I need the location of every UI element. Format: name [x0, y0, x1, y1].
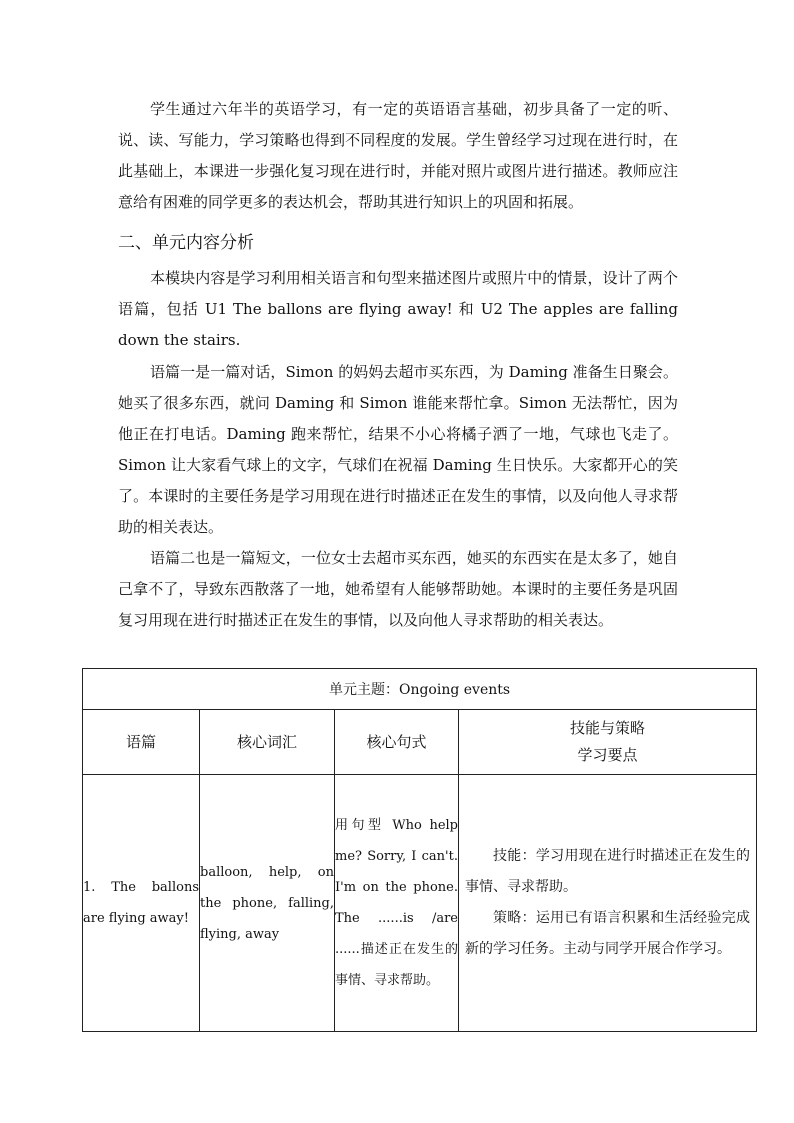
- module-content-paragraph: 本模块内容是学习利用相关语言和句型来描述图片或照片中的情景，设计了两个语篇，包括 U1 The ballons are flying away! 和 U2 The apples are falling down the stairs.: [118, 269, 678, 349]
- header-core-vocab: 核心词汇: [200, 710, 335, 775]
- cell-sentence-pattern: 用句型 Who help me? Sorry, I can't. I'm on the phone. The ......is /are ......描述正在发生的事情、寻求帮助。: [335, 775, 459, 1032]
- cell-skills: [459, 775, 757, 1032]
- header-text: 语篇: [83, 710, 200, 775]
- header-skills-strategies: [459, 710, 757, 775]
- skill-text: 技能：学习用现在进行时描述正在发生的事情、寻求帮助。: [465, 848, 751, 895]
- cell-text-title: 1. The ballons are flying away!: [83, 775, 200, 1032]
- header-skills-line2: 学习要点: [577, 746, 638, 764]
- unit-analysis-table: [82, 668, 757, 1032]
- header-core-sentence: 核心句式: [335, 710, 459, 775]
- text-two-paragraph: 语篇二也是一篇短文，一位女士去超市买东西，她买的东西实在是太多了，她自己拿不了，导致东西散落了一地，她希望有人能够帮助她。本课时的主要任务是巩固复习用现在进行时描述正在发生的事情，以及向他人寻求帮助的相关表达。: [118, 549, 678, 629]
- section-heading-unit-content-analysis: 二、单元内容分析: [118, 233, 254, 253]
- text-one-paragraph: 语篇一是一篇对话，Simon 的妈妈去超市买东西，为 Daming 准备生日聚会。她买了很多东西，就问 Daming 和 Simon 谁能来帮忙拿。Simon 无法帮忙，因为他正在打电话。Daming 跑来帮忙，结果不小心将橘子洒了一地，气球也飞走了。Simon 让大家看气球上的文字，气球们在祝福 Daming 生日快乐。大家都开心的笑了。本课时的主要任务是学习用现在进行时描述正在发生的事情，以及向他人寻求帮助的相关表达。: [118, 363, 678, 536]
- header-skills-line1: 技能与策略: [570, 719, 646, 737]
- unit-theme-title: 单元主题：Ongoing events: [83, 669, 757, 710]
- student-analysis-paragraph: 学生通过六年半的英语学习，有一定的英语语言基础，初步具备了一定的听、说、读、写能力，学习策略也得到不同程度的发展。学生曾经学习过现在进行时，在此基础上，本课进一步强化复习现在进行时，并能对照片或图片进行描述。教师应注意给有困难的同学更多的表达机会，帮助其进行知识上的巩固和拓展。: [118, 100, 678, 211]
- cell-vocab: balloon, help, on the phone, falling, flying, away: [200, 775, 335, 1032]
- strategy-text: 策略：运用已有语言积累和生活经验完成新的学习任务。主动与同学开展合作学习。: [465, 910, 751, 957]
